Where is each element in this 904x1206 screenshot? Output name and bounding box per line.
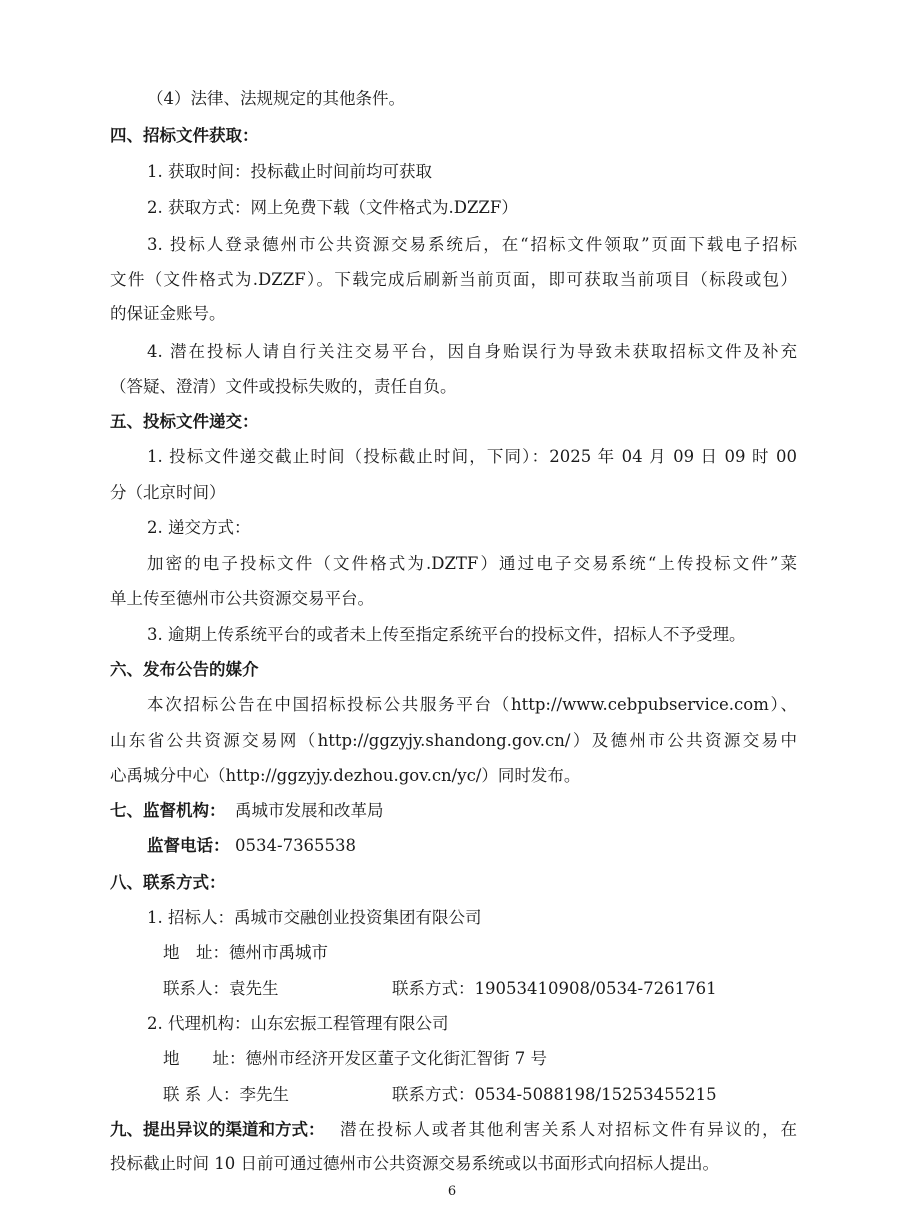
paragraph-line: 2. 获取方式：网上免费下载（文件格式为.DZZF）: [147, 198, 518, 217]
paragraph-line: （答疑、澄清）文件或投标失败的，责任自负。: [110, 377, 457, 396]
tenderer-name: 1. 招标人：禹城市交融创业投资集团有限公司: [147, 908, 482, 927]
paragraph-line: 投标截止时间 10 日前可通过德州市公共资源交易系统或以书面形式向招标人提出。: [110, 1154, 719, 1173]
supervisor-phone-label: 监督电话：: [147, 836, 230, 855]
section-heading-4: 四、招标文件获取：: [110, 126, 259, 145]
agency-phone: 联系方式：0534-5088198/15253455215: [392, 1085, 717, 1104]
section-heading-9: 九、提出异议的渠道和方式：: [110, 1120, 325, 1139]
paragraph-line: 分（北京时间）: [110, 483, 226, 502]
section-heading-8: 八、联系方式：: [110, 873, 226, 892]
paragraph-line: 3. 逾期上传系统平台的或者未上传至指定系统平台的投标文件，招标人不予受理。: [147, 625, 746, 644]
paragraph-line: 潜在投标人或者其他利害关系人对招标文件有异议的，在: [340, 1120, 797, 1139]
agency-address: 地 址：德州市经济开发区董子文化街汇智街 7 号: [163, 1049, 547, 1068]
paragraph-line: 3. 投标人登录德州市公共资源交易系统后，在“招标文件领取”页面下载电子招标: [147, 235, 797, 254]
section-heading-5: 五、投标文件递交：: [110, 412, 259, 431]
paragraph-line: 2. 递交方式：: [147, 518, 251, 537]
tenderer-phone: 联系方式：19053410908/0534-7261761: [392, 979, 717, 998]
page-number: 6: [447, 1184, 457, 1199]
section-heading-6: 六、发布公告的媒介: [110, 660, 259, 679]
paragraph-line: 1. 获取时间：投标截止时间前均可获取: [147, 162, 432, 181]
paragraph-line: 4. 潜在投标人请自行关注交易平台，因自身贻误行为导致未获取招标文件及补充: [147, 342, 797, 361]
paragraph-line: 山东省公共资源交易网（http://ggzyjy.shandong.gov.cn/）及德州市公共资源交易中: [110, 731, 797, 750]
tenderer-contact: 联系人：袁先生: [163, 979, 279, 998]
supervisor-phone: 0534-7365538: [235, 836, 357, 855]
paragraph-line: 加密的电子投标文件（文件格式为.DZTF）通过电子交易系统“上传投标文件”菜: [147, 554, 797, 573]
supervisor-name: 禹城市发展和改革局: [235, 801, 384, 820]
paragraph-line: 1. 投标文件递交截止时间（投标截止时间，下同）：2025 年 04 月 09 日 09 时 00: [147, 447, 797, 466]
paragraph-line: 单上传至德州市公共资源交易平台。: [110, 589, 374, 608]
paragraph-line: 文件（文件格式为.DZZF）。下载完成后刷新当前页面，即可获取当前项目（标段或包）: [110, 270, 797, 289]
paragraph-line: 的保证金账号。: [110, 304, 226, 323]
agency-contact: 联 系 人：李先生: [163, 1085, 289, 1104]
paragraph-line: （4）法律、法规规定的其他条件。: [147, 89, 405, 108]
paragraph-line: 心禹城分中心（http://ggzyjy.dezhou.gov.cn/yc/）同时发布。: [110, 766, 581, 785]
agency-name: 2. 代理机构：山东宏振工程管理有限公司: [147, 1014, 449, 1033]
paragraph-line: 本次招标公告在中国招标投标公共服务平台（http://www.cebpubservice.com）、: [147, 695, 797, 714]
tenderer-address: 地 址：德州市禹城市: [163, 943, 328, 962]
section-heading-7: 七、监督机构：: [110, 801, 226, 820]
